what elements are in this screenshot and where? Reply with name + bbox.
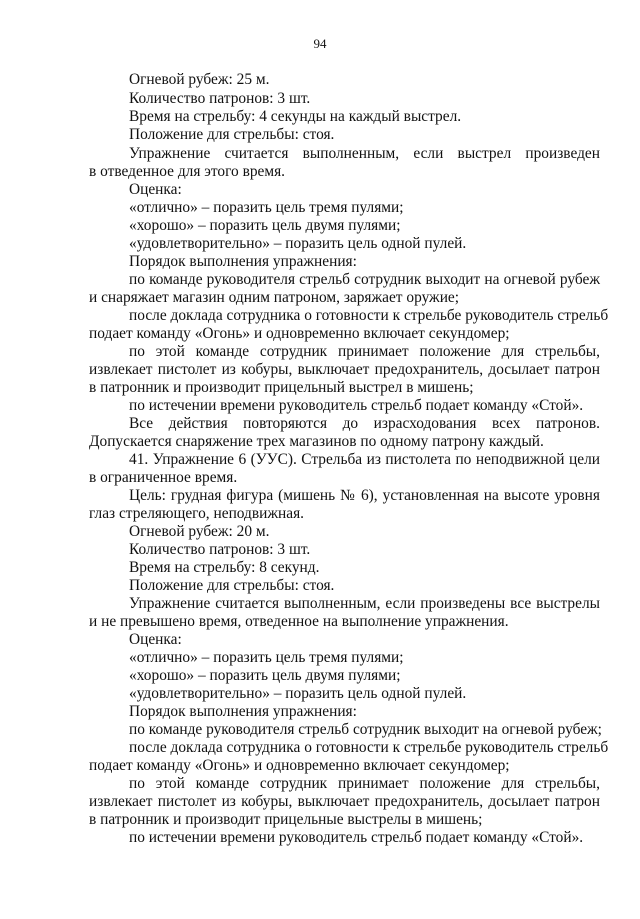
text-line: Оценка: [129,631,182,648]
text-line: по команде руководителя стрельб сотрудник выходит на огневой рубеж [129,271,600,288]
text-line: по истечении времени руководитель стрельб подает команду «Стой». [129,829,584,846]
text-line: Порядок выполнения упражнения: [129,253,357,270]
text-line: Время на стрельбу: 4 секунды на каждый выстрел. [129,108,462,125]
text-line: подает команду «Огонь» и одновременно включает секундомер; [89,325,510,342]
text-line: 41. Упражнение 6 (УУС). Стрельба из пистолета по неподвижной цели [129,451,600,468]
text-line: в отведенное для этого время. [89,163,286,180]
text-line: после доклада сотрудника о готовности к стрельбе руководитель стрельб [129,739,609,756]
text-line: «хорошо» – поразить цель двумя пулями; [129,667,401,684]
text-line: Оценка: [129,181,182,198]
text-line: Огневой рубеж: 25 м. [129,71,270,88]
text-line: Огневой рубеж: 20 м. [129,523,270,540]
text-line: в ограниченное время. [89,469,238,486]
text-line: «удовлетворительно» – поразить цель одной пулей. [129,685,467,702]
text-line: в патронник и производит прицельный выстрел в мишень; [89,379,474,396]
text-line: по этой команде сотрудник принимает положение для стрельбы, [129,343,600,360]
text-line: извлекает пистолет из кобуры, выключает предохранитель, досылает патрон [89,361,600,378]
text-line: Положение для стрельбы: стоя. [129,126,335,143]
text-line: по истечении времени руководитель стрельб подает команду «Стой». [129,397,584,414]
text-line: по этой команде сотрудник принимает положение для стрельбы, [129,775,600,792]
text-line: и снаряжает магазин одним патроном, заряжает оружие; [89,289,460,306]
text-line: «отлично» – поразить цель тремя пулями; [129,649,404,666]
text-line: Положение для стрельбы: стоя. [129,577,335,594]
text-line: после доклада сотрудника о готовности к стрельбе руководитель стрельб [129,307,609,324]
text-line: извлекает пистолет из кобуры, выключает предохранитель, досылает патрон [89,793,600,810]
page-number: 94 [313,36,327,51]
text-line: Допускается снаряжение трех магазинов по одному патрону каждый. [89,433,544,450]
text-line: по команде руководителя стрельб сотрудник выходит на огневой рубеж; [129,721,602,738]
text-line: подает команду «Огонь» и одновременно включает секундомер; [89,757,510,774]
text-line: «удовлетворительно» – поразить цель одной пулей. [129,235,467,252]
text-line: Все действия повторяются до израсходования всех патронов. [129,415,600,432]
text-line: и не превышено время, отведенное на выполнение упражнения. [89,613,509,630]
text-line: в патронник и производит прицельные выстрелы в мишень; [89,811,483,828]
text-line: Порядок выполнения упражнения: [129,703,357,720]
text-line: Количество патронов: 3 шт. [129,90,311,107]
text-line: «хорошо» – поразить цель двумя пулями; [129,217,401,234]
text-line: глаз стреляющего, неподвижная. [89,505,305,522]
text-line: Время на стрельбу: 8 секунд. [129,559,320,576]
text-line: Упражнение считается выполненным, если выстрел произведен [129,145,600,162]
text-line: Количество патронов: 3 шт. [129,541,311,558]
text-line: Цель: грудная фигура (мишень № 6), установленная на высоте уровня [129,487,600,504]
text-line: Упражнение считается выполненным, если произведены все выстрелы [129,595,600,612]
text-line: «отлично» – поразить цель тремя пулями; [129,199,404,216]
